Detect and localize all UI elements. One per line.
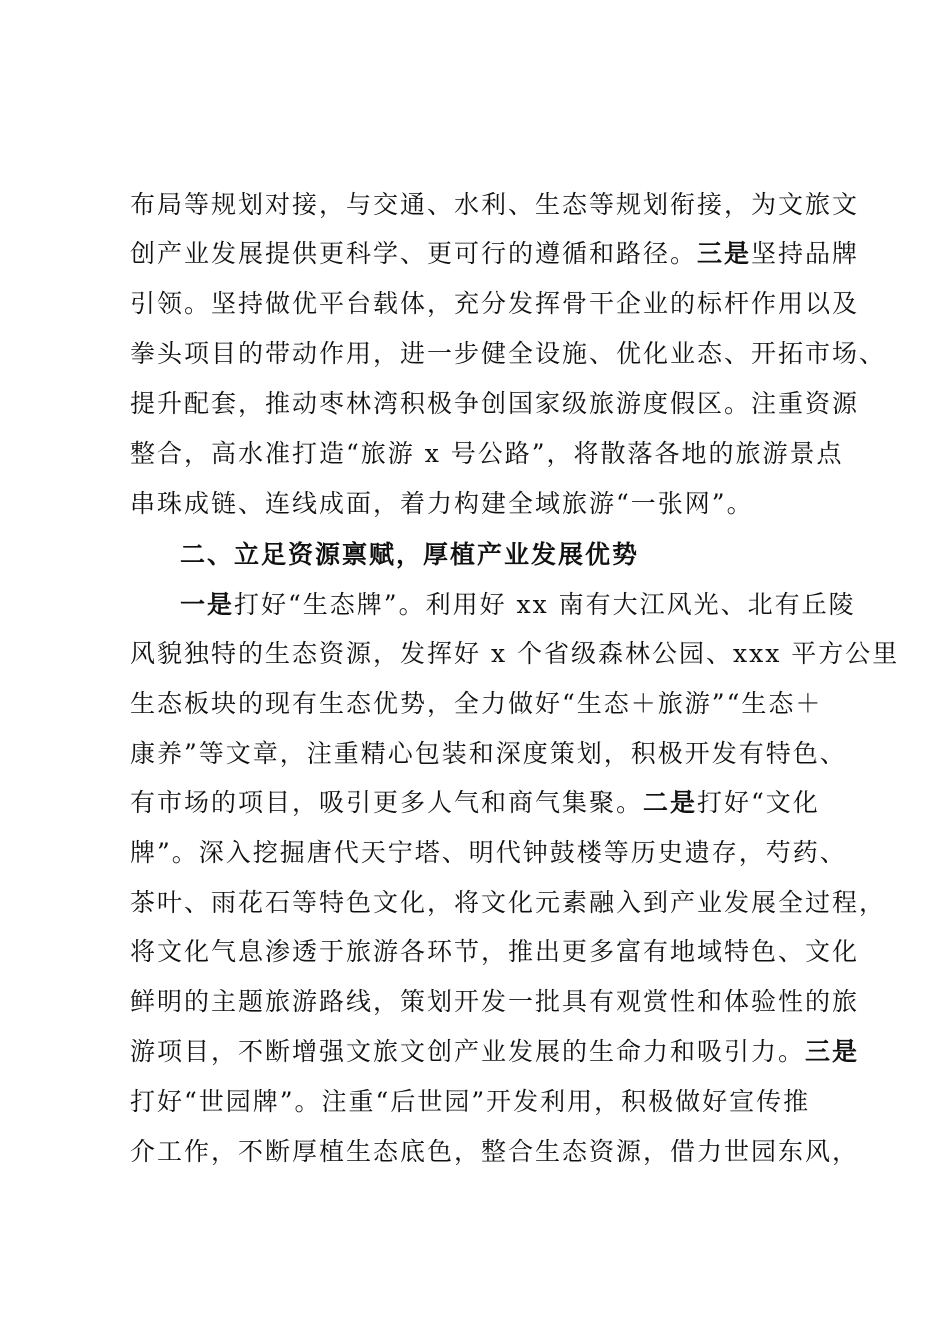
bold-marker: 三是 [805, 1037, 860, 1066]
body-line: 布局等规划对接，与交通、水利、生态等规划衔接，为文旅文 [130, 190, 860, 219]
body-line: 打好“世园牌”。注重“后世园”开发利用，积极做好宣传推 [130, 1087, 811, 1116]
body-line: 鲜明的主题旅游路线，策划开发一批具有观赏性和体验性的旅 [130, 987, 860, 1016]
body-line [130, 1028, 860, 1076]
body-line: 牌”。深入挖掘唐代天宁塔、明代钟鼓楼等历史遗存，芍药、 [130, 838, 847, 867]
body-line: 介工作，不断厚植生态底色，整合生态资源，借力世园东风， [130, 1137, 860, 1166]
bold-marker: 二是 [643, 788, 698, 817]
body-line: 茶叶、雨花石等特色文化，将文化元素融入到产业发展全过程， [130, 888, 887, 917]
body-text: 坚持品牌 [751, 239, 860, 268]
body-line [130, 230, 860, 278]
body-line: 串珠成链、连线成面，着力构建全域旅游“一张网”。 [130, 489, 754, 518]
body-line: 康养”等文章，注重精心包装和深度策划，积极开发有特色、 [130, 739, 847, 768]
body-text: 打好“生态牌”。利用好 xx 南有大江风光、北有丘陵 [234, 590, 856, 619]
body-line [180, 581, 856, 629]
body-line: 提升配套，推动枣林湾积极争创国家级旅游度假区。注重资源 [130, 389, 860, 418]
body-text: 打好“文化 [697, 788, 820, 817]
body-line: 整合，高水准打造“旅游 x 号公路”，将散落各地的旅游景点 [130, 439, 844, 468]
body-line: 拳头项目的带动作用，进一步健全设施、优化业态、开拓市场、 [130, 339, 887, 368]
body-text: 创产业发展提供更科学、更可行的遵循和路径。 [130, 239, 698, 268]
body-line [130, 779, 830, 827]
section-heading: 二、立足资源禀赋，厚植产业发展优势 [180, 540, 640, 569]
body-text: 游项目，不断增强文旅文创产业发展的生命力和吸引力。 [130, 1037, 806, 1066]
body-line: 风貌独特的生态资源，发挥好 x 个省级森林公园、xxx 平方公里 [130, 639, 900, 668]
body-text: 有市场的项目，吸引更多人气和商气集聚。 [130, 788, 644, 817]
body-line: 生态板块的现有生态优势，全力做好“生态＋旅游”“生态＋ [130, 689, 823, 718]
body-line: 引领。坚持做优平台载体，充分发挥骨干企业的标杆作用以及 [130, 289, 860, 318]
bold-marker: 三是 [697, 239, 752, 268]
body-line: 将文化气息渗透于旅游各环节，推出更多富有地域特色、文化 [130, 937, 860, 966]
bold-marker: 一是 [180, 590, 235, 619]
